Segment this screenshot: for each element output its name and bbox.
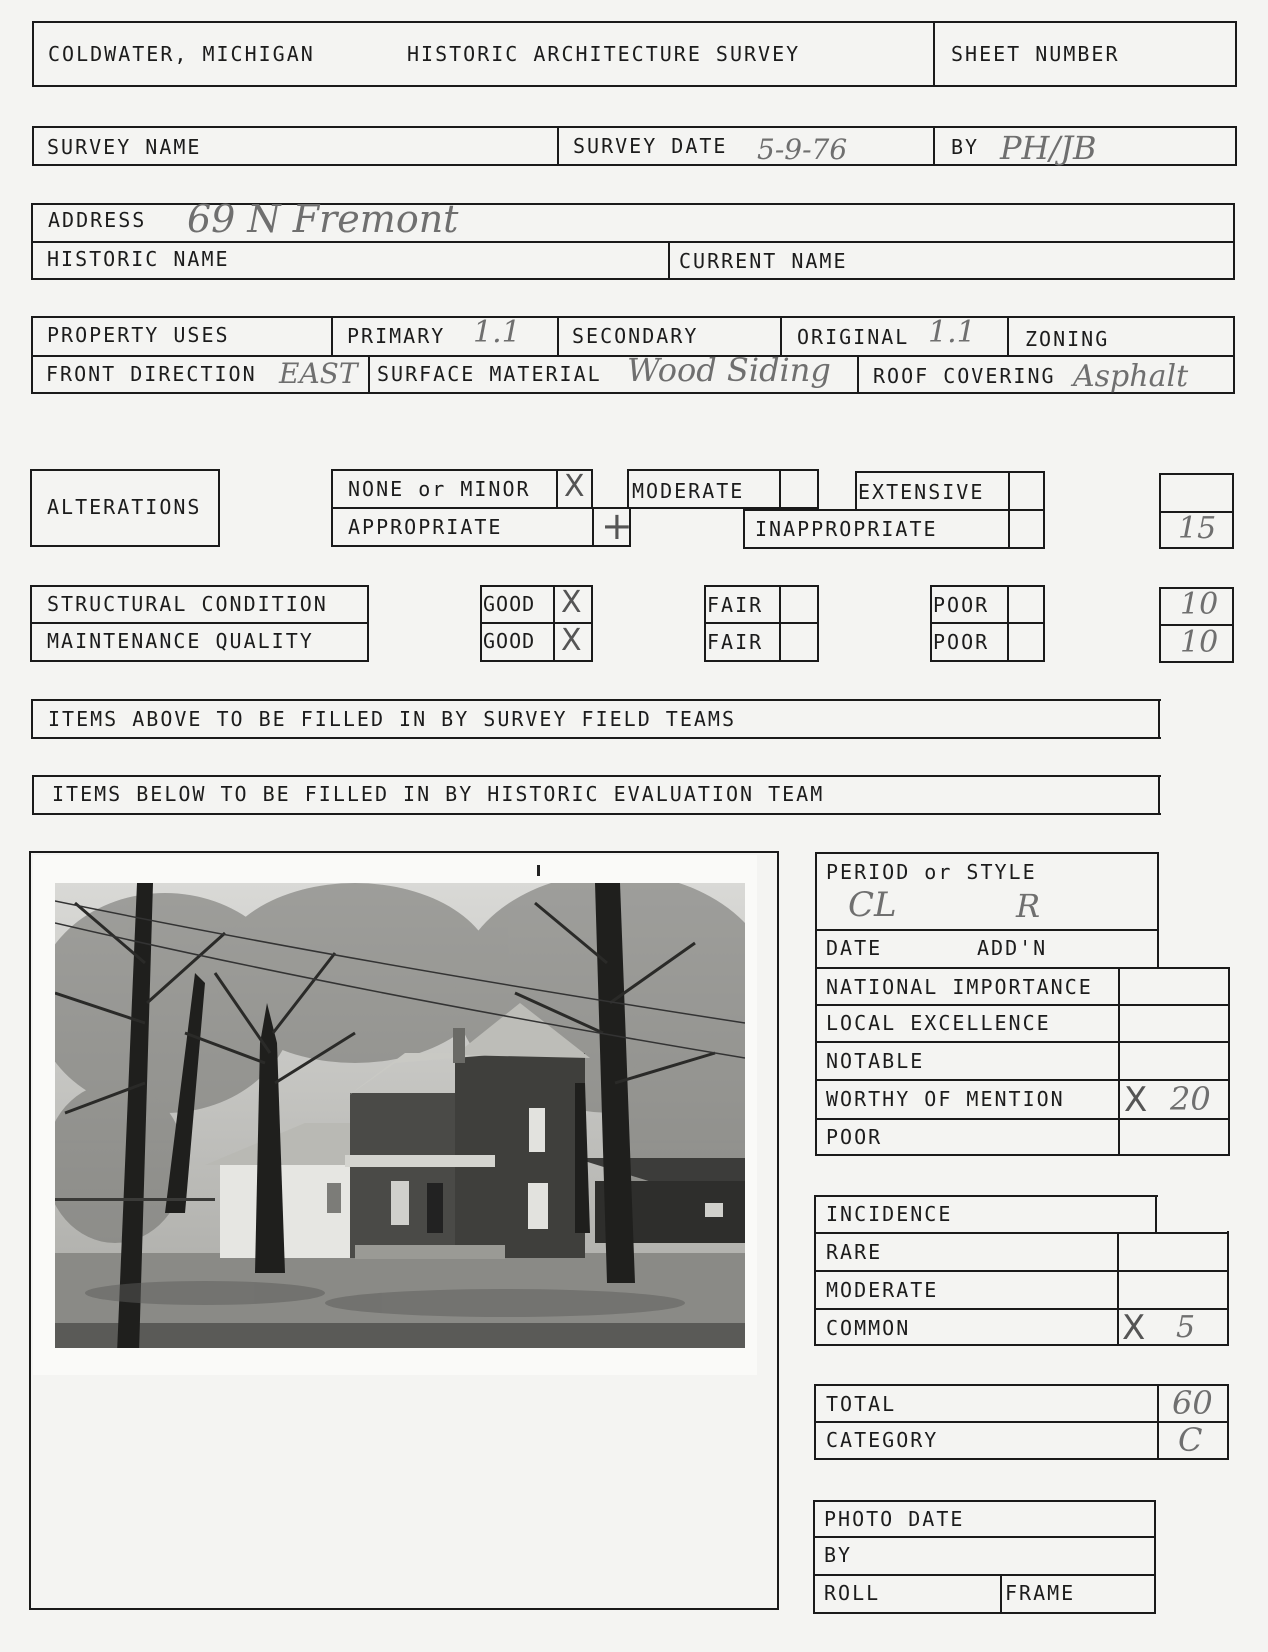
- side-wing-window: [327, 1183, 341, 1213]
- appropriate-check-div: [592, 507, 594, 547]
- structural-poor-label: POOR: [933, 593, 990, 617]
- evaluation-team-note: ITEMS BELOW TO BE FILLED IN BY HISTORIC EVALUATION TEAM: [52, 782, 825, 806]
- worthy-of-mention-label: WORTHY OF MENTION: [826, 1087, 1065, 1111]
- incidence-check-col: [1117, 1232, 1119, 1346]
- zoning-label: ZONING: [1025, 327, 1110, 351]
- alterations-score: 15: [1178, 511, 1217, 546]
- porch-door: [427, 1183, 443, 1233]
- address-label: ADDRESS: [48, 208, 147, 232]
- moderate-check-div: [779, 469, 781, 509]
- fair-divider: [704, 622, 819, 624]
- poor-check-div: [1007, 585, 1009, 662]
- worthy-score: 20: [1170, 1080, 1211, 1118]
- city-label: COLDWATER, MICHIGAN: [48, 42, 315, 66]
- none-minor-check: X: [564, 469, 585, 504]
- upper-window: [529, 1108, 545, 1152]
- local-excellence-label: LOCAL EXCELLENCE: [826, 1011, 1051, 1035]
- period-style-label: PERIOD or STYLE: [826, 860, 1037, 884]
- photo-info-div-2: [813, 1574, 1156, 1576]
- photo-info-div-1: [813, 1536, 1156, 1538]
- structural-score: 10: [1180, 587, 1219, 622]
- poor-divider: [930, 622, 1045, 624]
- maintenance-score: 10: [1180, 625, 1219, 660]
- none-minor-label: NONE or MINOR: [348, 477, 531, 501]
- front-direction-value: EAST: [279, 357, 358, 390]
- front-div-2: [857, 355, 859, 394]
- incidence-moderate-label: MODERATE: [826, 1278, 939, 1302]
- frame-label: FRAME: [1005, 1581, 1076, 1605]
- house-photo: [55, 883, 745, 1348]
- incidence-corner-mask: [1158, 1195, 1231, 1231]
- importance-div-2: [815, 1041, 1230, 1043]
- alterations-label: ALTERATIONS: [47, 495, 202, 519]
- survey-date-value: 5-9-76: [757, 133, 848, 166]
- uses-div-2: [557, 316, 559, 355]
- incidence-div-2: [814, 1270, 1229, 1272]
- maintenance-poor-label: POOR: [933, 630, 990, 654]
- category-label: CATEGORY: [826, 1428, 939, 1452]
- importance-div-3: [815, 1079, 1230, 1081]
- names-divider: [668, 241, 670, 280]
- property-uses-label: PROPERTY USES: [47, 323, 230, 347]
- structural-good-check: X: [561, 585, 582, 620]
- evaluation-team-bar-end: [1158, 775, 1160, 815]
- importance-check-col: [1118, 967, 1120, 1156]
- category-value: C: [1178, 1421, 1203, 1459]
- period-style-divider: [815, 929, 1159, 931]
- maintenance-good-label: GOOD: [483, 629, 536, 653]
- fair-check-div: [779, 585, 781, 662]
- incidence-label: INCIDENCE: [826, 1202, 953, 1226]
- surface-material-label: SURFACE MATERIAL: [377, 362, 602, 386]
- inappropriate-label: INAPPROPRIATE: [755, 517, 938, 541]
- roll-label: ROLL: [824, 1581, 881, 1605]
- photo-date-label: PHOTO DATE: [824, 1507, 965, 1531]
- common-score: 5: [1176, 1310, 1196, 1345]
- rare-label: RARE: [826, 1240, 883, 1264]
- photo-street: [55, 1323, 745, 1348]
- common-check: X: [1122, 1308, 1146, 1348]
- maintenance-good-check: X: [561, 623, 582, 658]
- national-importance-label: NATIONAL IMPORTANCE: [826, 975, 1093, 999]
- current-name-label: CURRENT NAME: [679, 249, 848, 273]
- common-label: COMMON: [826, 1316, 911, 1340]
- structural-fair-label: FAIR: [707, 593, 764, 617]
- front-direction-label: FRONT DIRECTION: [46, 362, 257, 386]
- roof-covering-label: ROOF COVERING: [873, 364, 1056, 388]
- survey-divider-1: [557, 126, 559, 166]
- form-title: HISTORIC ARCHITECTURE SURVEY: [407, 42, 801, 66]
- extensive-label: EXTENSIVE: [858, 480, 985, 504]
- moderate-label: MODERATE: [632, 479, 745, 503]
- uses-div-3: [780, 316, 782, 355]
- roof-covering-value: Asphalt: [1073, 359, 1189, 394]
- appropriate-label: APPROPRIATE: [348, 515, 503, 539]
- survey-name-label: SURVEY NAME: [47, 135, 202, 159]
- worthy-check: X: [1124, 1080, 1148, 1120]
- rear-house-window: [705, 1203, 723, 1217]
- evaluation-poor-label: POOR: [826, 1125, 883, 1149]
- original-value: 1.1: [928, 315, 976, 350]
- period-style-value-2: R: [1016, 887, 1041, 925]
- porch-roof: [345, 1155, 495, 1167]
- roll-frame-divider: [1000, 1574, 1002, 1614]
- survey-by-value: PH/JB: [1000, 129, 1097, 167]
- survey-by-label: BY: [951, 135, 980, 159]
- fence: [55, 1198, 215, 1201]
- survey-date-label: SURVEY DATE: [573, 134, 728, 158]
- uses-div-4: [1007, 316, 1009, 355]
- chimney: [453, 1028, 465, 1063]
- surface-material-value: Wood Siding: [627, 351, 831, 389]
- incidence-div-1: [814, 1232, 1229, 1234]
- original-label: ORIGINAL: [797, 325, 910, 349]
- structural-condition-label: STRUCTURAL CONDITION: [47, 592, 328, 616]
- photo-tick: [537, 865, 540, 876]
- uses-div-1: [331, 316, 333, 355]
- address-divider: [31, 241, 1235, 243]
- addn-label: ADD'N: [977, 936, 1048, 960]
- date-label: DATE: [826, 936, 883, 960]
- survey-divider-2: [933, 126, 935, 166]
- front-div-1: [368, 355, 370, 394]
- address-value: 69 N Fremont: [187, 197, 459, 241]
- maintenance-fair-label: FAIR: [707, 630, 764, 654]
- incidence-header-end: [1155, 1195, 1157, 1233]
- primary-label: PRIMARY: [347, 324, 446, 348]
- historic-name-label: HISTORIC NAME: [47, 247, 230, 271]
- importance-div-4: [815, 1118, 1230, 1120]
- none-minor-check-div: [556, 469, 558, 509]
- porch-steps: [355, 1245, 505, 1259]
- photo-by-label: BY: [824, 1543, 853, 1567]
- incidence-div-3: [814, 1308, 1229, 1310]
- structural-good-label: GOOD: [483, 592, 536, 616]
- field-teams-note: ITEMS ABOVE TO BE FILLED IN BY SURVEY FIELD TEAMS: [48, 707, 737, 731]
- totals-value-col: [1157, 1384, 1159, 1460]
- total-label: TOTAL: [826, 1392, 897, 1416]
- sheet-number-label: SHEET NUMBER: [951, 42, 1120, 66]
- period-style-value-1: CL: [848, 885, 897, 925]
- side-window: [528, 1183, 548, 1229]
- field-teams-bar-end: [1158, 699, 1160, 739]
- totals-divider: [814, 1421, 1229, 1423]
- total-value: 60: [1172, 1384, 1213, 1422]
- appropriate-check: +: [601, 504, 633, 548]
- maintenance-quality-label: MAINTENANCE QUALITY: [47, 629, 314, 653]
- notable-label: NOTABLE: [826, 1049, 925, 1073]
- good-check-div: [553, 585, 555, 662]
- primary-value: 1.1: [473, 315, 521, 350]
- importance-div-1: [815, 1004, 1230, 1006]
- condition-label-divider: [30, 622, 369, 624]
- porch-window-1: [391, 1181, 409, 1225]
- header-divider: [933, 21, 935, 87]
- secondary-label: SECONDARY: [572, 324, 699, 348]
